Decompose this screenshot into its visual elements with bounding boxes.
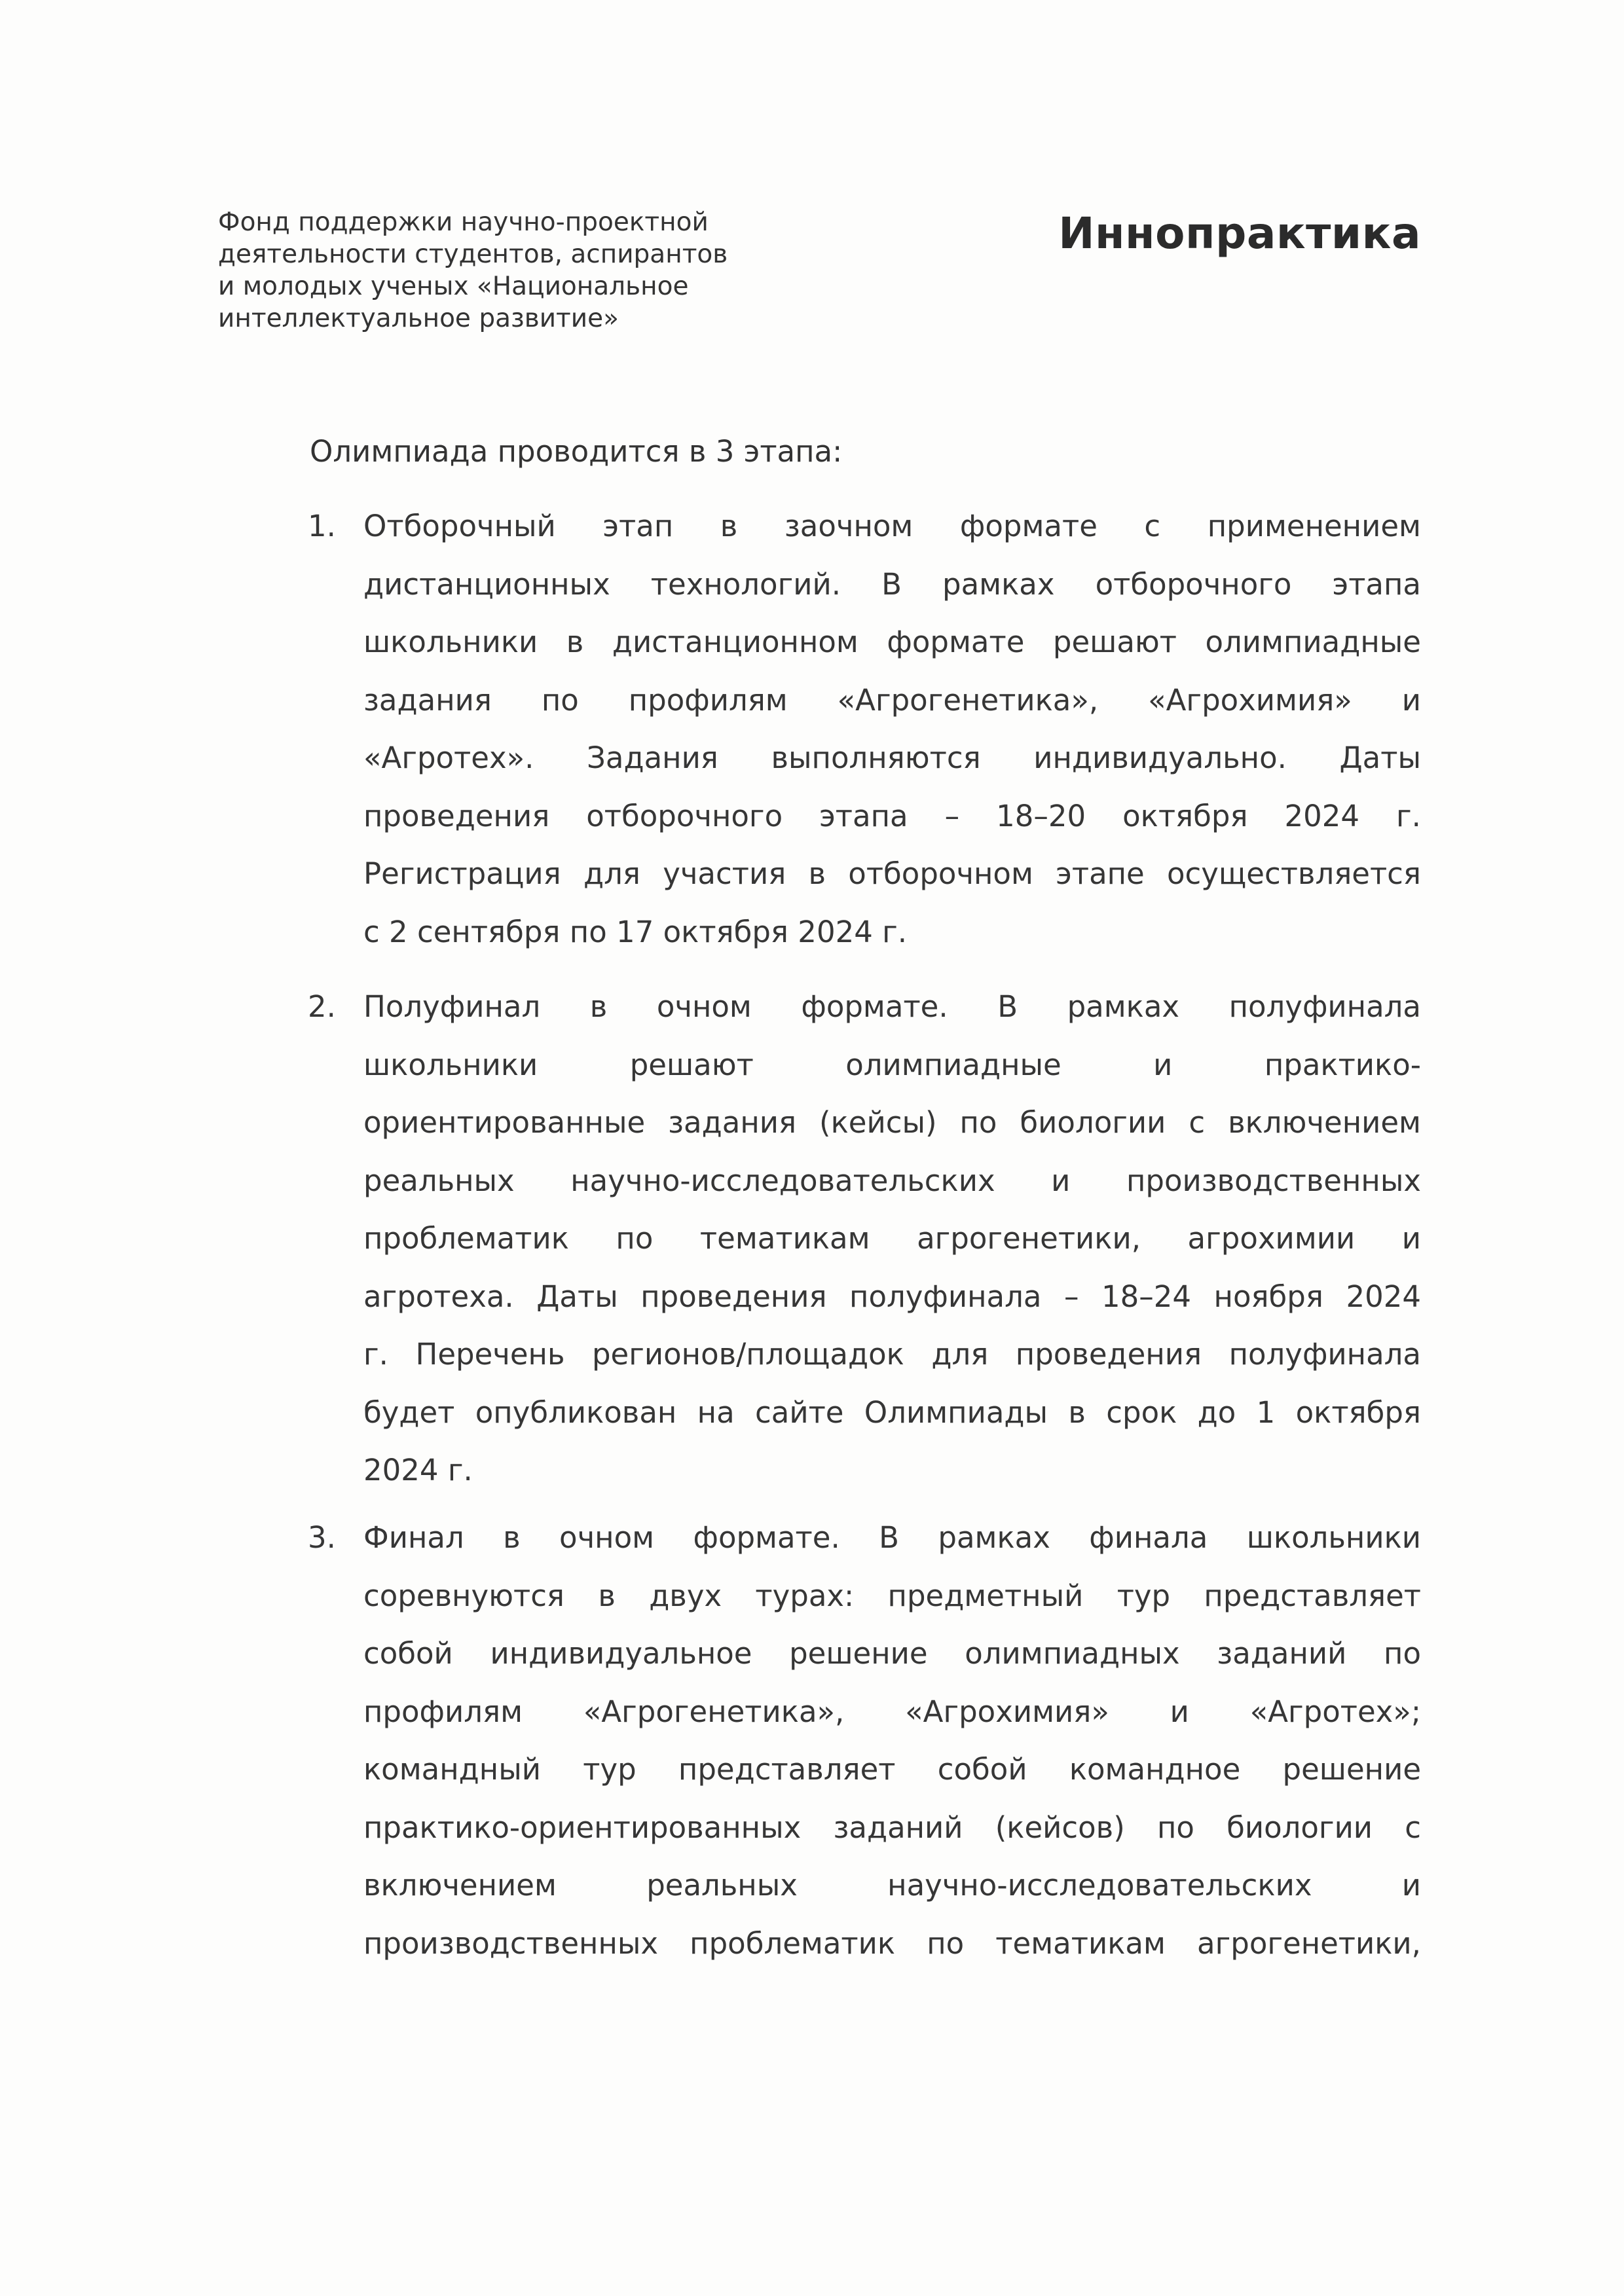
text-line: реальных научно-исследовательских и производственных bbox=[363, 1163, 1421, 1198]
text-line: командный тур представляет собой командное решение bbox=[363, 1752, 1421, 1787]
text-line: будет опубликован на сайте Олимпиады в срок до 1 октября bbox=[363, 1394, 1421, 1430]
list-item-text bbox=[363, 1509, 1421, 1973]
organization-name-line: и молодых ученых «Национальное bbox=[218, 272, 689, 301]
text-line: включением реальных научно-исследовательских и bbox=[363, 1868, 1421, 1903]
innopraktika-logo: Иннопрактика bbox=[1058, 208, 1421, 259]
list-item-number: 3. bbox=[308, 1520, 336, 1555]
text-line: агротеха. Даты проведения полуфинала – 18–24 ноября 2024 bbox=[363, 1279, 1421, 1314]
text-line: ориентированные задания (кейсы) по биологии с включением bbox=[363, 1105, 1421, 1140]
text-line: г. Перечень регионов/площадок для проведения полуфинала bbox=[363, 1337, 1421, 1372]
text-line: с 2 сентября по 17 октября 2024 г. bbox=[363, 914, 908, 949]
organization-name bbox=[218, 206, 807, 335]
list-item-number: 2. bbox=[308, 989, 336, 1024]
text-line: Финал в очном формате. В рамках финала школьники bbox=[363, 1520, 1421, 1555]
text-line: профилям «Агрогенетика», «Агрохимия» и «Агротех»; bbox=[363, 1694, 1421, 1729]
text-line: 2024 г. bbox=[363, 1453, 473, 1487]
text-line: Регистрация для участия в отборочном этапе осуществляется bbox=[363, 856, 1421, 891]
text-line: дистанционных технологий. В рамках отборочного этапа bbox=[363, 566, 1421, 602]
organization-name-line: деятельности студентов, аспирантов bbox=[218, 240, 728, 269]
text-line: производственных проблематик по тематикам агрогенетики, bbox=[363, 1925, 1421, 1961]
text-line: проблематик по тематикам агрогенетики, агрохимии и bbox=[363, 1221, 1421, 1256]
text-line: Отборочный этап в заочном формате с применением bbox=[363, 509, 1421, 543]
list-item-text bbox=[363, 498, 1421, 961]
text-line: школьники в дистанционном формате решают олимпиадные bbox=[363, 625, 1421, 659]
text-line: задания по профилям «Агрогенетика», «Агрохимия» и bbox=[363, 682, 1421, 718]
text-line: соревнуются в двух турах: предметный тур представляет bbox=[363, 1578, 1421, 1613]
text-line: собой индивидуальное решение олимпиадных заданий по bbox=[363, 1636, 1421, 1671]
list-item-number: 1. bbox=[308, 509, 336, 543]
text-line: Полуфинал в очном формате. В рамках полуфинала bbox=[363, 989, 1421, 1024]
list-item-text bbox=[363, 978, 1421, 1500]
text-line: практико-ориентированных заданий (кейсов) по биологии с bbox=[363, 1810, 1421, 1845]
text-line: школьники решают олимпиадные и практико- bbox=[363, 1047, 1421, 1082]
intro-paragraph: Олимпиада проводится в 3 этапа: bbox=[310, 434, 843, 469]
text-line: «Агротех». Задания выполняются индивидуально. Даты bbox=[363, 740, 1421, 775]
text-line: проведения отборочного этапа – 18–20 октября 2024 г. bbox=[363, 798, 1421, 833]
organization-name-line: интеллектуальное развитие» bbox=[218, 304, 619, 333]
organization-name-line: Фонд поддержки научно-проектной bbox=[218, 208, 709, 237]
